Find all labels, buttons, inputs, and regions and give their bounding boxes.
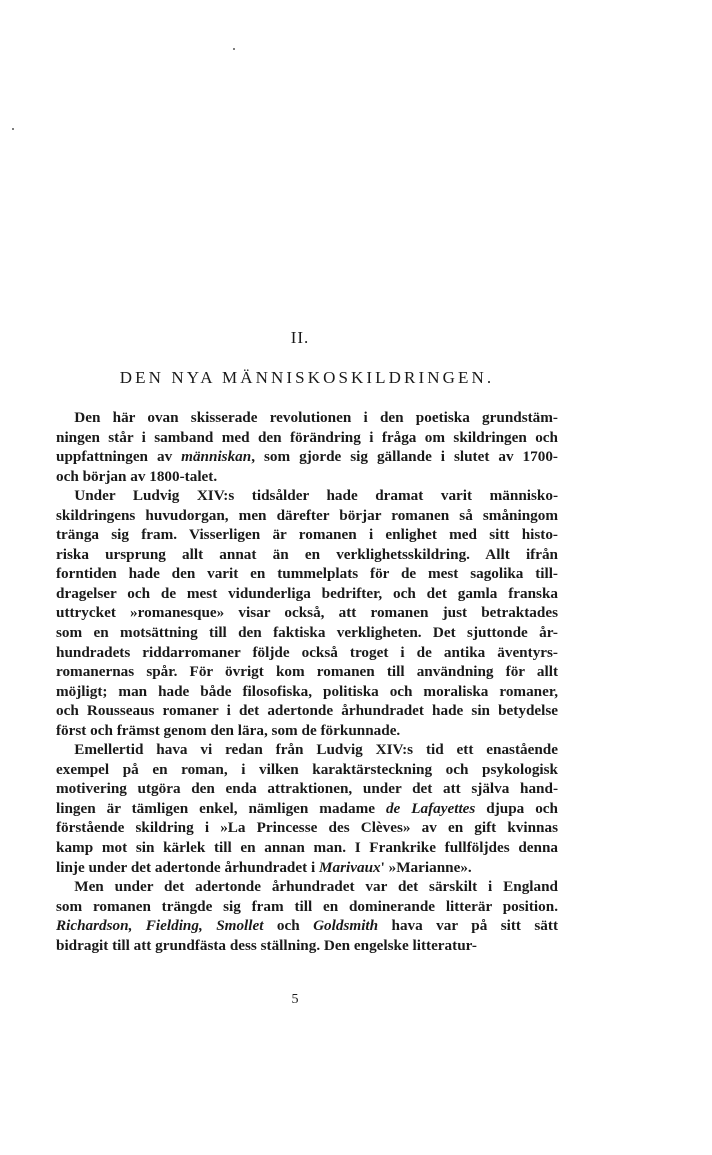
text-run: lingen är tämligen enkel, nämligen madame: [56, 799, 386, 817]
text-run: exempel på en roman, i vilken karaktärsteckning och psykologisk: [56, 760, 558, 778]
chapter-number: II.: [290, 328, 310, 347]
text-line: [56, 662, 558, 682]
text-line: [56, 584, 558, 604]
text-run: som en motsättning till den faktiska verkligheten. Det sjuttonde år-: [56, 624, 558, 642]
text-run: motivering utgöra den enda attraktionen, under det att själva hand-: [56, 780, 558, 798]
text-run: Emellertid hava vi redan från Ludvig XIV:s tid ett enastående: [74, 741, 558, 759]
text-run: Den här ovan skisserade revolutionen i den poetiska grundstäm-: [74, 409, 558, 426]
italic-text: människan: [181, 448, 252, 466]
text-line: [56, 799, 558, 819]
text-run: bidragit till att grundfästa dess ställning. Den engelske litteratur-: [56, 936, 477, 954]
text-line: [56, 447, 558, 467]
text-run: , som gjorde sig gällande i slutet av 1700-: [251, 448, 558, 466]
text-run: först och främst genom den lära, som de förkunnade.: [56, 721, 401, 739]
text-run: ningen står i samband med den förändring i fråga om skildringen och: [56, 428, 558, 446]
text-run: möjligt; man hade både filosofiska, politiska och moraliska romaner,: [56, 682, 558, 700]
text-line: [56, 545, 558, 565]
text-line: [56, 428, 558, 448]
text-line: [56, 721, 558, 741]
text-run: uppfattningen av: [56, 448, 182, 466]
text-line: [56, 525, 558, 545]
text-run: och: [263, 917, 314, 935]
text-line: [56, 779, 558, 799]
paper-speck: [12, 128, 14, 130]
text-line: [56, 760, 558, 780]
text-line: [56, 408, 558, 428]
text-run: forntiden hade den varit en tummelplats för de mest sagolika till-: [56, 565, 558, 583]
chapter-title: DEN NYA MÄNNISKOSKILDRINGEN.: [119, 368, 495, 387]
text-line: [56, 916, 558, 936]
text-run: som romanen trängde sig fram till en dominerande litterär position.: [56, 897, 558, 915]
text-run: Under Ludvig XIV:s tidsålder hade dramat varit människo-: [74, 487, 558, 505]
text-run: och början av 1800-talet.: [56, 467, 218, 485]
text-line: [56, 623, 558, 643]
text-line: [56, 838, 558, 858]
text-line: [56, 603, 558, 623]
text-run: skildringens huvudorgan, men därefter börjar romanen så småningom: [56, 506, 558, 524]
text-line: [56, 564, 558, 584]
text-run: förstående skildring i »La Princesse des Clèves» av en gift kvinnas: [56, 819, 558, 837]
text-run: riska ursprung allt annat än en verklighetsskildring. Allt ifrån: [56, 545, 558, 563]
text-run: kamp mot sin kärlek till en annan man. I Frankrike fullföljdes denna: [56, 839, 558, 857]
text-line: [56, 897, 558, 917]
italic-text: de Lafayettes: [385, 799, 476, 817]
text-line: [56, 506, 558, 526]
text-line: [56, 818, 558, 838]
chapter-body-text: [56, 408, 558, 955]
italic-text: Marivaux: [319, 858, 381, 876]
text-run: romanernas spår. För övrigt kom romanen till användning för allt: [56, 663, 558, 681]
text-line: [56, 740, 558, 760]
text-line: [56, 643, 558, 663]
text-run: dragelser och de mest vidunderliga bedrifter, och det gamla franska: [56, 584, 558, 602]
text-run: uttrycket »romanesque» visar också, att romanen just betraktades: [56, 604, 558, 622]
text-run: och Rousseaus romaner i det adertonde århundradet hade sin betydelse: [56, 702, 558, 720]
text-line: [56, 858, 558, 878]
text-line: [56, 486, 558, 506]
text-line: [56, 682, 558, 702]
text-run: djupa och: [475, 799, 558, 817]
page-number: 5: [291, 992, 299, 1007]
paper-speck: [233, 48, 235, 50]
text-run: hava var på sitt sätt: [378, 917, 558, 935]
text-line: [56, 877, 558, 897]
text-run: ' »Marianne».: [380, 858, 472, 876]
text-run: hundradets riddarromaner följde också troget i de antika äventyrs-: [56, 643, 558, 661]
italic-text: Goldsmith: [313, 917, 379, 935]
text-line: [56, 467, 558, 487]
italic-text: Richardson, Fielding, Smollet: [56, 917, 264, 935]
text-run: Men under det adertonde århundradet var det särskilt i England: [74, 878, 558, 896]
text-run: tränga sig fram. Visserligen är romanen i enlighet med sitt histo-: [56, 526, 558, 544]
text-run: linje under det adertonde århundradet i: [56, 858, 319, 876]
text-line: [56, 936, 558, 956]
text-line: [56, 701, 558, 721]
